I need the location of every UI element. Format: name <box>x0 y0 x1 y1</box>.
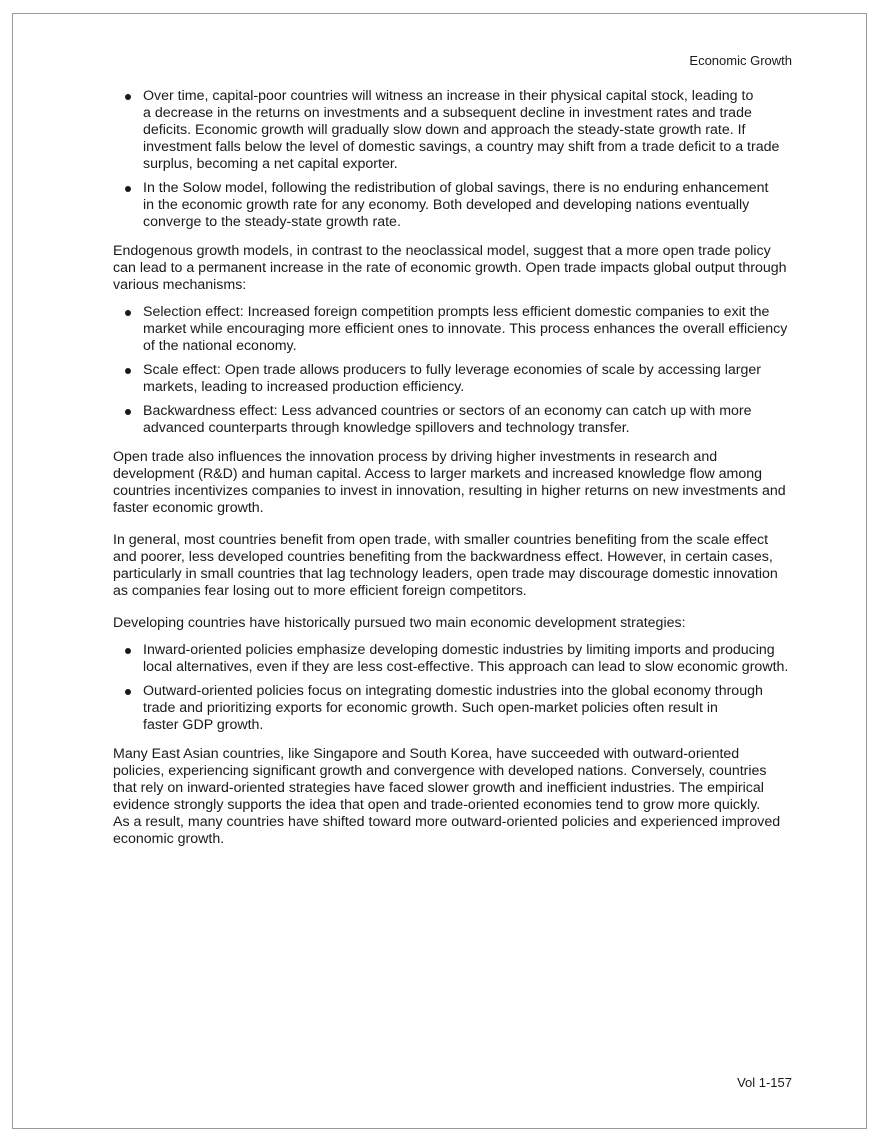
list-item <box>113 304 803 355</box>
bullet-icon <box>125 368 131 374</box>
text-line: evidence strongly supports the idea that open and trade-oriented economies tend to grow more quickly. <box>113 797 761 813</box>
text-line: Open trade also influences the innovation process by driving higher investments in research and <box>113 449 718 465</box>
page-number: Vol 1-157 <box>737 1075 792 1090</box>
text-line: in the economic growth rate for any economy. Both developed and developing nations eventually <box>143 197 750 213</box>
text-line: surplus, becoming a net capital exporter. <box>143 156 398 172</box>
bullet-icon <box>125 310 131 316</box>
text-line: as companies fear losing out to more efficient foreign competitors. <box>113 583 527 599</box>
bullet-icon <box>125 689 131 695</box>
text-line: Outward-oriented policies focus on integrating domestic industries into the global economy through <box>143 683 763 699</box>
text-line: market while encouraging more efficient ones to innovate. This process enhances the overall efficiency <box>143 321 788 337</box>
text-line: As a result, many countries have shifted toward more outward-oriented policies and experienced improved <box>113 814 781 830</box>
bullet-icon <box>125 409 131 415</box>
text-line: Many East Asian countries, like Singapore and South Korea, have succeeded with outward-oriented <box>113 746 740 762</box>
bullet-list <box>113 642 803 734</box>
text-line: investment falls below the level of domestic savings, a country may shift from a trade deficit to a trade <box>143 139 780 155</box>
text-line: Over time, capital-poor countries will witness an increase in their physical capital stock, leading to <box>143 88 754 104</box>
bullet-icon <box>125 94 131 100</box>
running-header: Economic Growth <box>689 53 792 68</box>
text-line: Developing countries have historically pursued two main economic development strategies: <box>113 615 686 631</box>
text-line: of the national economy. <box>143 338 297 354</box>
paragraph <box>113 449 803 517</box>
bullet-list <box>113 304 803 437</box>
paragraph <box>113 532 803 600</box>
text-line: markets, leading to increased production efficiency. <box>143 379 465 395</box>
text-line: local alternatives, even if they are less cost-effective. This approach can lead to slow economic growth. <box>143 659 789 675</box>
paragraph <box>113 243 803 294</box>
text-line: In general, most countries benefit from open trade, with smaller countries benefiting from the scale effect <box>113 532 769 548</box>
text-line: countries incentivizes companies to invest in innovation, resulting in higher returns on new investments and <box>113 483 786 499</box>
text-line: Backwardness effect: Less advanced countries or sectors of an economy can catch up with more <box>143 403 752 419</box>
text-line: can lead to a permanent increase in the rate of economic growth. Open trade impacts global output through <box>113 260 787 276</box>
text-line: a decrease in the returns on investments and a subsequent decline in investment rates and trade <box>143 105 752 121</box>
text-line: and poorer, less developed countries benefiting from the backwardness effect. However, in certain cases, <box>113 549 773 565</box>
text-line: Endogenous growth models, in contrast to the neoclassical model, suggest that a more open trade policy <box>113 243 771 259</box>
text-line: policies, experiencing significant growth and convergence with developed nations. Conversely, countries <box>113 763 767 779</box>
document-body <box>113 88 803 863</box>
text-line: Inward-oriented policies emphasize developing domestic industries by limiting imports and producing <box>143 642 775 658</box>
list-item <box>113 180 803 231</box>
list-item <box>113 88 803 173</box>
list-item <box>113 683 803 734</box>
text-line: economic growth. <box>113 831 225 847</box>
list-item <box>113 362 803 396</box>
text-line: development (R&D) and human capital. Access to larger markets and increased knowledge flow among <box>113 466 763 482</box>
text-line: advanced counterparts through knowledge spillovers and technology transfer. <box>143 420 630 436</box>
bullet-icon <box>125 186 131 192</box>
paragraph <box>113 615 803 632</box>
text-line: Scale effect: Open trade allows producers to fully leverage economies of scale by accessing larger <box>143 362 762 378</box>
text-line: particularly in small countries that lag technology leaders, open trade may discourage domestic innovation <box>113 566 778 582</box>
text-line: faster GDP growth. <box>143 717 264 733</box>
text-line: trade and prioritizing exports for economic growth. Such open-market policies often result in <box>143 700 718 716</box>
text-line: that rely on inward-oriented strategies have faced slower growth and inefficient industries. The empirical <box>113 780 764 796</box>
text-line: faster economic growth. <box>113 500 264 516</box>
paragraph <box>113 746 803 848</box>
text-line: various mechanisms: <box>113 277 247 293</box>
text-line: deficits. Economic growth will gradually slow down and approach the steady-state growth rate. If <box>143 122 746 138</box>
bullet-list <box>113 88 803 231</box>
text-line: converge to the steady-state growth rate. <box>143 214 401 230</box>
list-item <box>113 403 803 437</box>
bullet-icon <box>125 648 131 654</box>
text-line: In the Solow model, following the redistribution of global savings, there is no enduring enhancement <box>143 180 769 196</box>
list-item <box>113 642 803 676</box>
text-line: Selection effect: Increased foreign competition prompts less efficient domestic companies to exit the <box>143 304 770 320</box>
